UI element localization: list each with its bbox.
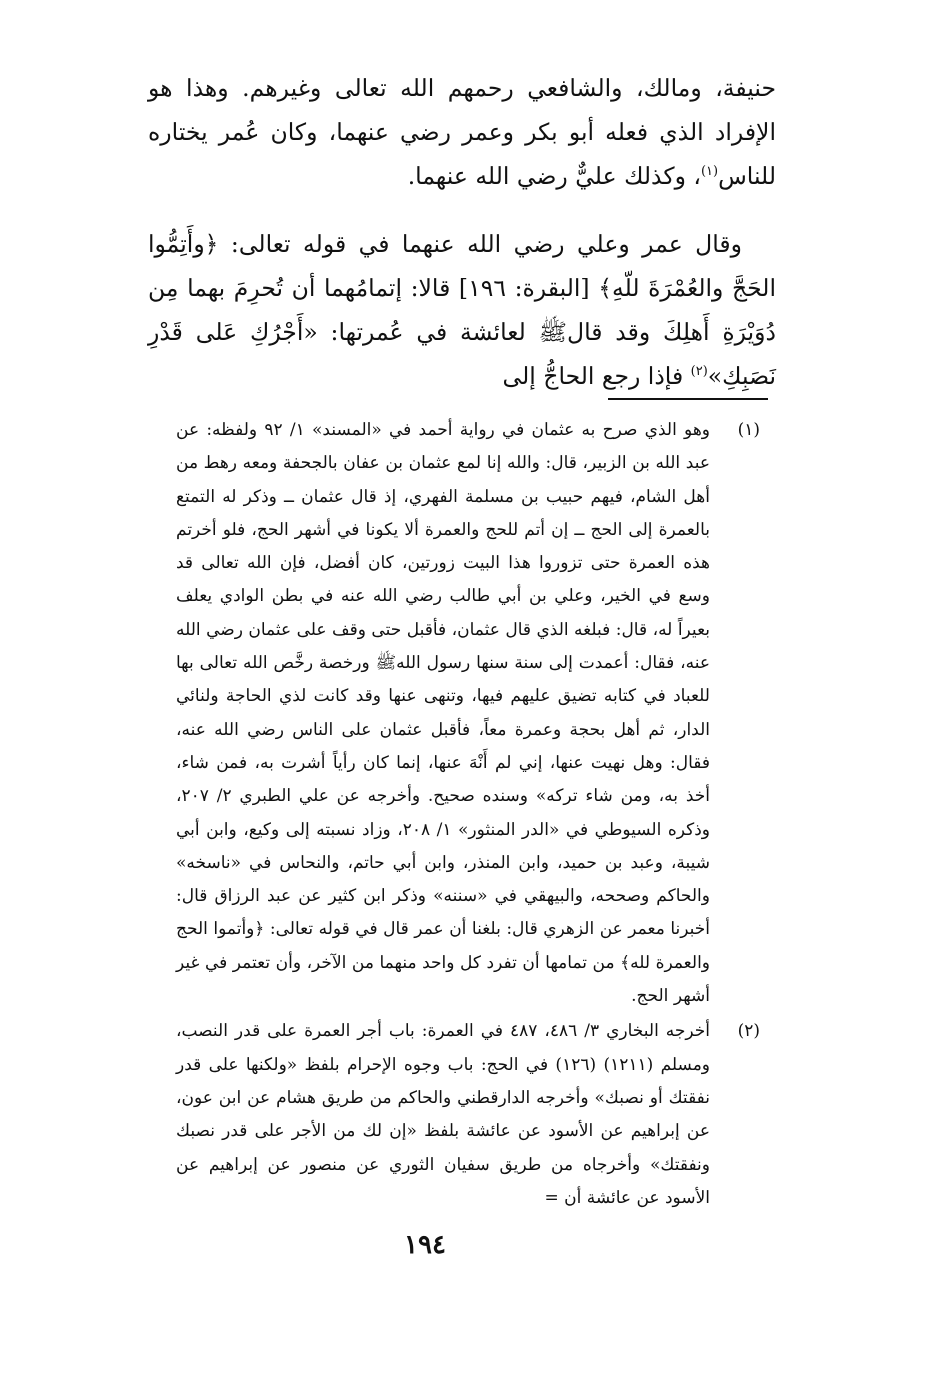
main-paragraph-1 bbox=[148, 66, 776, 198]
page-number: ١٩٤ bbox=[404, 1230, 446, 1260]
footnote-2 bbox=[176, 1015, 764, 1215]
footnote-ref-1: (١) bbox=[700, 164, 719, 180]
main-paragraph-2-text-a: وقال عمر وعلي رضي الله عنهما في قوله تعالى: ﴿وأَتِمُّوا الحَجَّ والعُمْرَةَ للّهِ﴾ [البقرة: ١٩٦] قالا: إتمامُهما أن تُحرِمَ بهما مِن دُوَيْرَةِ أَهلِكَ وقد قالﷺ لعائشة في عُمرتها: «أَجْرُكِ عَلى قَدْرِ نَصَبِكِ» bbox=[148, 230, 776, 390]
footnotes-block bbox=[176, 414, 764, 1215]
footnote-ref-2: (٢) bbox=[690, 364, 708, 380]
footnote-divider bbox=[608, 398, 768, 400]
main-paragraph-1-text-a: حنيفة، ومالك، والشافعي رحمهم الله تعالى وغيرهم. وهذا هو الإفراد الذي فعله أبو بكر وعمر رضي عنهما، وكان عُمر يختاره للناس bbox=[148, 74, 776, 190]
footnote-1-text: وهو الذي صرح به عثمان في رواية أحمد في «المسند» ١/ ٩٢ ولفظه: عن عبد الله بن الزبير، قال: والله إنا لمع عثمان بن عفان بالجحفة ومعه رهط من أهل الشام، فيهم حبيب بن مسلمة الفهري، إذ قال عثمان ــ وذكر له التمتع بالعمرة إلى الحج ــ إن أتم للحج والعمرة ألا يكونا في أشهر الحج، فلو أخرتم هذه العمرة حتى تزوروا هذا البيت زورتين، كان أفضل، فإن الله تعالى قد وسع في الخير، وعلي بن أبي طالب رضي الله عنه في بطن الوادي يعلف بعيراً له، قال: فبلغه الذي قال عثمان، فأقبل حتى وقف على عثمان رضي الله عنه، فقال: أعمدت إلى سنة سنها رسول اللهﷺ ورخصة رخَّص الله تعالى بها للعباد في كتابه تضيق عليهم فيها، وتنهى عنها وقد كانت لذي الحاجة ولنائي الدار، ثم أهل بحجة وعمرة معاً، فأقبل عثمان على الناس رضي الله عنه، فقال: وهل نهيت عنها، إني لم أَنْهَ عنها، إنما كان رأياً أشرت به، فمن شاء، أخذ به، ومن شاء تركه» وسنده صحيح. وأخرجه عن علي الطبري ٢/ ٢٠٧، وذكره السيوطي في «الدر المنثور» ١/ ٢٠٨، وزاد نسبته إلى وكيع، وابن أبي شيبة، وعبد بن حميد، وابن المنذر، وابن أبي حاتم، والنحاس في «ناسخه» والحاكم وصححه، والبيهقي في «سننه» وذكر ابن كثير عن عبد الرزاق قال: أخبرنا معمر عن الزهري قال: بلغنا أن عمر قال في قوله تعالى: ﴿وأتموا الحج والعمرة لله﴾ من تمامها أن تفرد كل واحد منهما من الآخر، وأن تعتمر في غير أشهر الحج. bbox=[176, 420, 711, 1007]
footnote-1 bbox=[176, 414, 764, 1013]
main-text-block bbox=[148, 66, 776, 398]
footnote-2-text: أخرجه البخاري ٣/ ٤٨٦، ٤٨٧ في العمرة: باب أجر العمرة على قدر النصب، ومسلم (١٢١١) (١٢٦) في الحج: باب وجوه الإحرام بلفظ «ولكنها على قدر نفقتك أو نصبك» وأخرجه الدارقطني والحاكم من طريق هشام عن ابن عون، عن إبراهيم عن الأسود عن عائشة بلفظ «إن لك من الأجر على قدر نصبك ونفقتك» وأخرجاه من طريق سفيان الثوري عن منصور عن إبراهيم عن الأسود عن عائشة أن = bbox=[176, 1021, 711, 1208]
main-paragraph-2-text-b: فإذا رجع الحاجُّ إلى bbox=[502, 362, 691, 390]
main-paragraph-1-text-b: ، وكذلك عليٌّ رضي الله عنهما. bbox=[407, 162, 701, 190]
main-paragraph-2 bbox=[148, 222, 776, 398]
footnote-1-number: (١) bbox=[737, 420, 760, 440]
footnote-2-number: (٢) bbox=[737, 1021, 760, 1042]
